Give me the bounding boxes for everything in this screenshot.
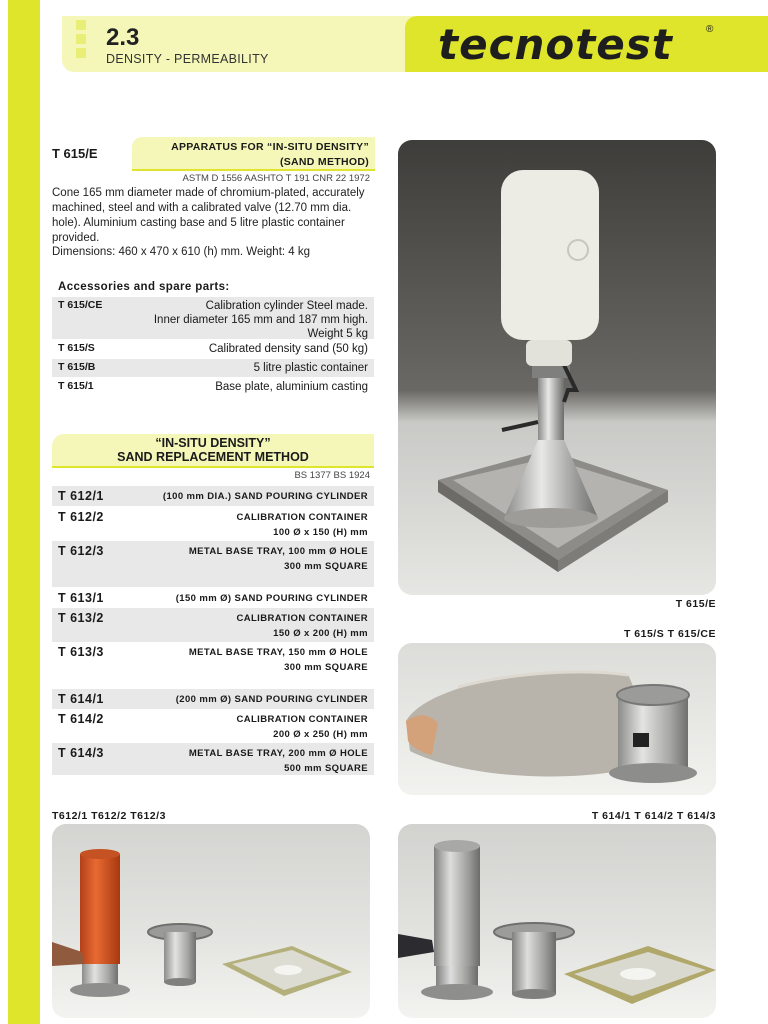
product-row	[52, 642, 374, 688]
row-desc: CALIBRATION CONTAINER	[236, 714, 368, 725]
caption-614-photo: T 614/1 T 614/2 T 614/3	[591, 810, 716, 822]
row-code: T 613/1	[58, 591, 104, 605]
row-desc: 200 Ø x 250 (H) mm	[273, 729, 368, 740]
row-code: T 612/3	[58, 544, 104, 558]
row-desc: CALIBRATION CONTAINER	[236, 512, 368, 523]
accessory-desc-line: Weight 5 kg	[307, 328, 368, 340]
accessory-code: T 615/S	[58, 342, 95, 354]
section-title: DENSITY - PERMEABILITY	[106, 52, 269, 66]
row-desc: METAL BASE TRAY, 200 mm Ø HOLE	[188, 748, 368, 759]
row-desc: 300 mm SQUARE	[284, 662, 368, 673]
row-desc: 100 Ø x 150 (H) mm	[273, 527, 368, 538]
caption-main-photo: T 615/E	[675, 598, 716, 610]
row-desc: 150 Ø x 200 (H) mm	[273, 628, 368, 639]
product-row	[52, 507, 374, 541]
product-row	[52, 743, 374, 775]
sand-replacement-title-line1: “IN-SITU DENSITY”	[155, 436, 271, 450]
row-code: T 614/2	[58, 712, 104, 726]
row-code: T 612/2	[58, 510, 104, 524]
accessory-row	[52, 297, 374, 339]
sand-replacement-title-line2: SAND REPLACEMENT METHOD	[117, 450, 309, 464]
row-code: T 613/3	[58, 645, 104, 659]
product-title-line1: APPARATUS FOR “IN-SITU DENSITY”	[171, 141, 369, 153]
product-row	[52, 709, 374, 743]
accessory-row	[52, 359, 374, 377]
accessory-code: T 615/1	[58, 380, 94, 392]
accessory-desc-line: Calibration cylinder Steel made.	[205, 300, 368, 312]
sand-replacement-title-box	[52, 434, 374, 468]
row-code: T 614/1	[58, 692, 104, 706]
accessories-title: Accessories and spare parts:	[58, 281, 230, 293]
accessory-code: T 615/B	[58, 361, 96, 373]
row-code: T 612/1	[58, 489, 104, 503]
product-title-line2: (SAND METHOD)	[279, 156, 369, 168]
row-desc: 500 mm SQUARE	[284, 763, 368, 774]
caption-612-photo: T612/1 T612/2 T612/3	[52, 810, 166, 822]
left-accent-bar	[8, 0, 40, 1024]
brand-logo: tecnotest	[438, 20, 673, 69]
sand-replacement-standards: BS 1377 BS 1924	[294, 470, 370, 481]
row-desc: (150 mm Ø) SAND POURING CYLINDER	[175, 593, 368, 604]
row-desc: 300 mm SQUARE	[284, 561, 368, 572]
product-row	[52, 588, 374, 608]
row-code: T 614/3	[58, 746, 104, 760]
product-description: Cone 165 mm diameter made of chromium-plated, accurately machined, steel and with a calibrated valve (12.70 mm dia. hole). Aluminium casting base and 5 litre plastic container provided.	[52, 187, 365, 244]
product-photo-sand-cone	[398, 140, 716, 595]
accessory-desc-line: 5 litre plastic container	[253, 362, 368, 374]
row-desc: (200 mm Ø) SAND POURING CYLINDER	[175, 694, 368, 705]
accessory-row	[52, 378, 374, 396]
accessory-desc-line: Inner diameter 165 mm and 187 mm high.	[153, 314, 368, 326]
accessory-row	[52, 340, 374, 358]
row-desc: METAL BASE TRAY, 150 mm Ø HOLE	[188, 647, 368, 658]
product-standards: ASTM D 1556 AASHTO T 191 CNR 22 1972	[182, 173, 370, 184]
product-photo-t612-set	[52, 824, 370, 1018]
registered-mark: ®	[706, 24, 714, 35]
row-desc: CALIBRATION CONTAINER	[236, 613, 368, 624]
accessory-desc-line: Base plate, aluminium casting	[215, 381, 368, 393]
row-code: T 613/2	[58, 611, 104, 625]
product-row	[52, 486, 374, 506]
product-photo-t614-set	[398, 824, 716, 1018]
product-row	[52, 608, 374, 642]
product-photo-sand-bag	[398, 643, 716, 795]
row-desc: (100 mm DIA.) SAND POURING CYLINDER	[162, 491, 368, 502]
accessory-desc-line: Calibrated density sand (50 kg)	[208, 343, 368, 355]
section-number: 2.3	[106, 24, 140, 51]
product-code: T 615/E	[52, 146, 98, 161]
product-row	[52, 689, 374, 709]
header-decoration	[76, 20, 86, 62]
product-dimensions: Dimensions: 460 x 470 x 610 (h) mm. Weight: 4 kg	[52, 246, 311, 258]
product-row	[52, 541, 374, 587]
product-title-box	[132, 137, 375, 171]
row-desc: METAL BASE TRAY, 100 mm Ø HOLE	[188, 546, 368, 557]
accessory-code: T 615/CE	[58, 299, 103, 311]
caption-sand-photo: T 615/S T 615/CE	[623, 628, 716, 640]
